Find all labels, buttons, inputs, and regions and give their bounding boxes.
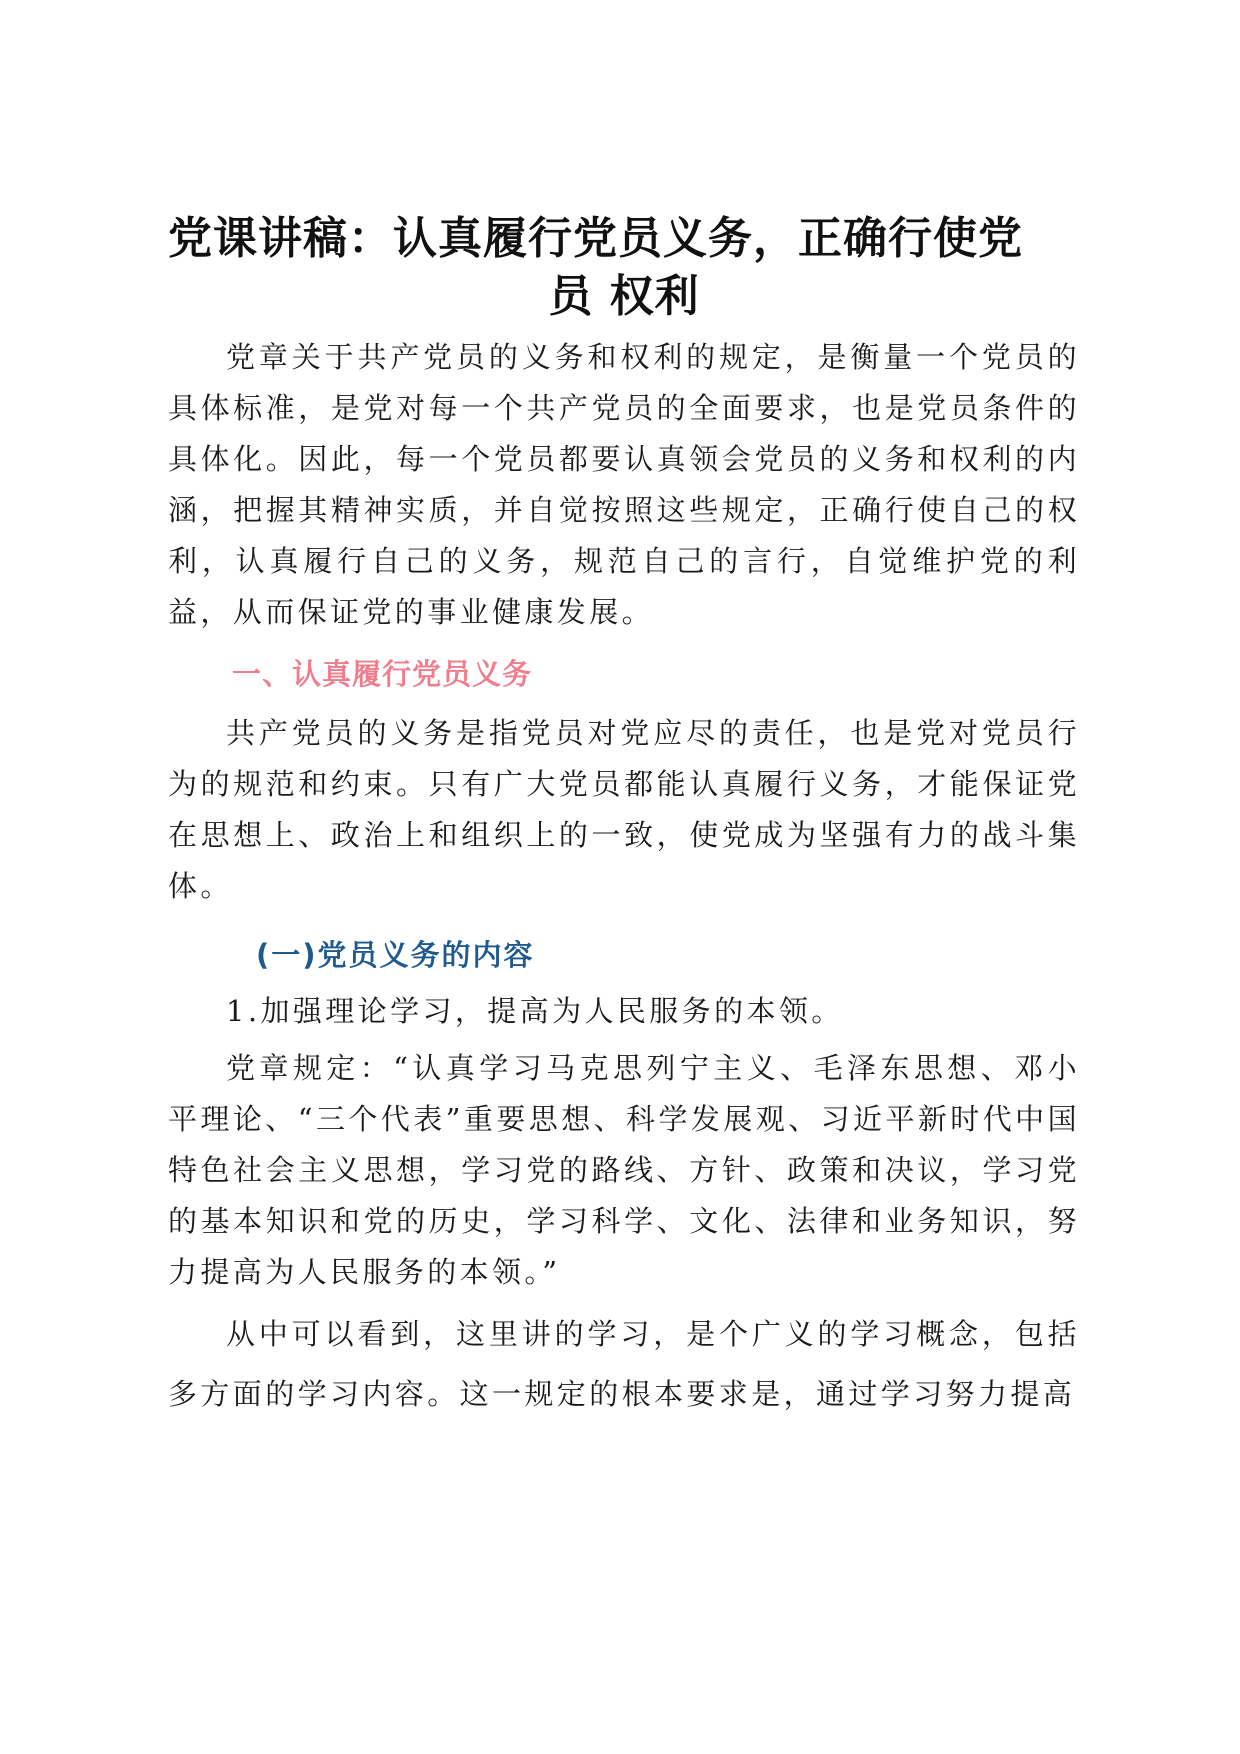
analysis-paragraph: 从中可以看到，这里讲的学习，是个广义的学习概念，包括多方面的学习内容。这一规定的根本要求是，通过学习努力提高 bbox=[168, 1317, 1080, 1411]
subsection-heading-1: (一)党员义务的内容 bbox=[256, 938, 535, 972]
section-heading-1: 一、认真履行党员义务 bbox=[232, 657, 533, 691]
title-line-1: 党课讲稿：认真履行党员义务，正确行使党 bbox=[168, 213, 1023, 264]
item-1-paragraph: 1.加强理论学习，提高为人民服务的本领。 bbox=[226, 994, 844, 1028]
document-title bbox=[168, 210, 1080, 326]
intro-paragraph: 党章关于共产党员的义务和权利的规定，是衡量一个党员的具体标准，是党对每一个共产党员的全面要求，也是党员条件的具体化。因此，每一个党员都要认真领会党员的义务和权利的内涵，把握其精神实质，并自觉按照这些规定，正确行使自己的权利，认真履行自己的义务，规范自己的言行，自觉维护党的利益，从而保证党的事业健康发展。 bbox=[168, 340, 1080, 629]
document-page bbox=[168, 210, 1080, 1424]
title-line-2: 员 权利 bbox=[548, 271, 700, 322]
section1-body-paragraph: 共产党员的义务是指党员对党应尽的责任，也是党对党员行为的规范和约束。只有广大党员都能认真履行义务，才能保证党在思想上、政治上和组织上的一致，使党成为坚强有力的战斗集体。 bbox=[168, 716, 1080, 903]
quote-paragraph: 党章规定：“认真学习马克思列宁主义、毛泽东思想、邓小平理论、“三个代表”重要思想、科学发展观、习近平新时代中国特色社会主义思想，学习党的路线、方针、政策和决议，学习党的基本知识和党的历史，学习科学、文化、法律和业务知识，努力提高为人民服务的本领。” bbox=[168, 1051, 1080, 1289]
